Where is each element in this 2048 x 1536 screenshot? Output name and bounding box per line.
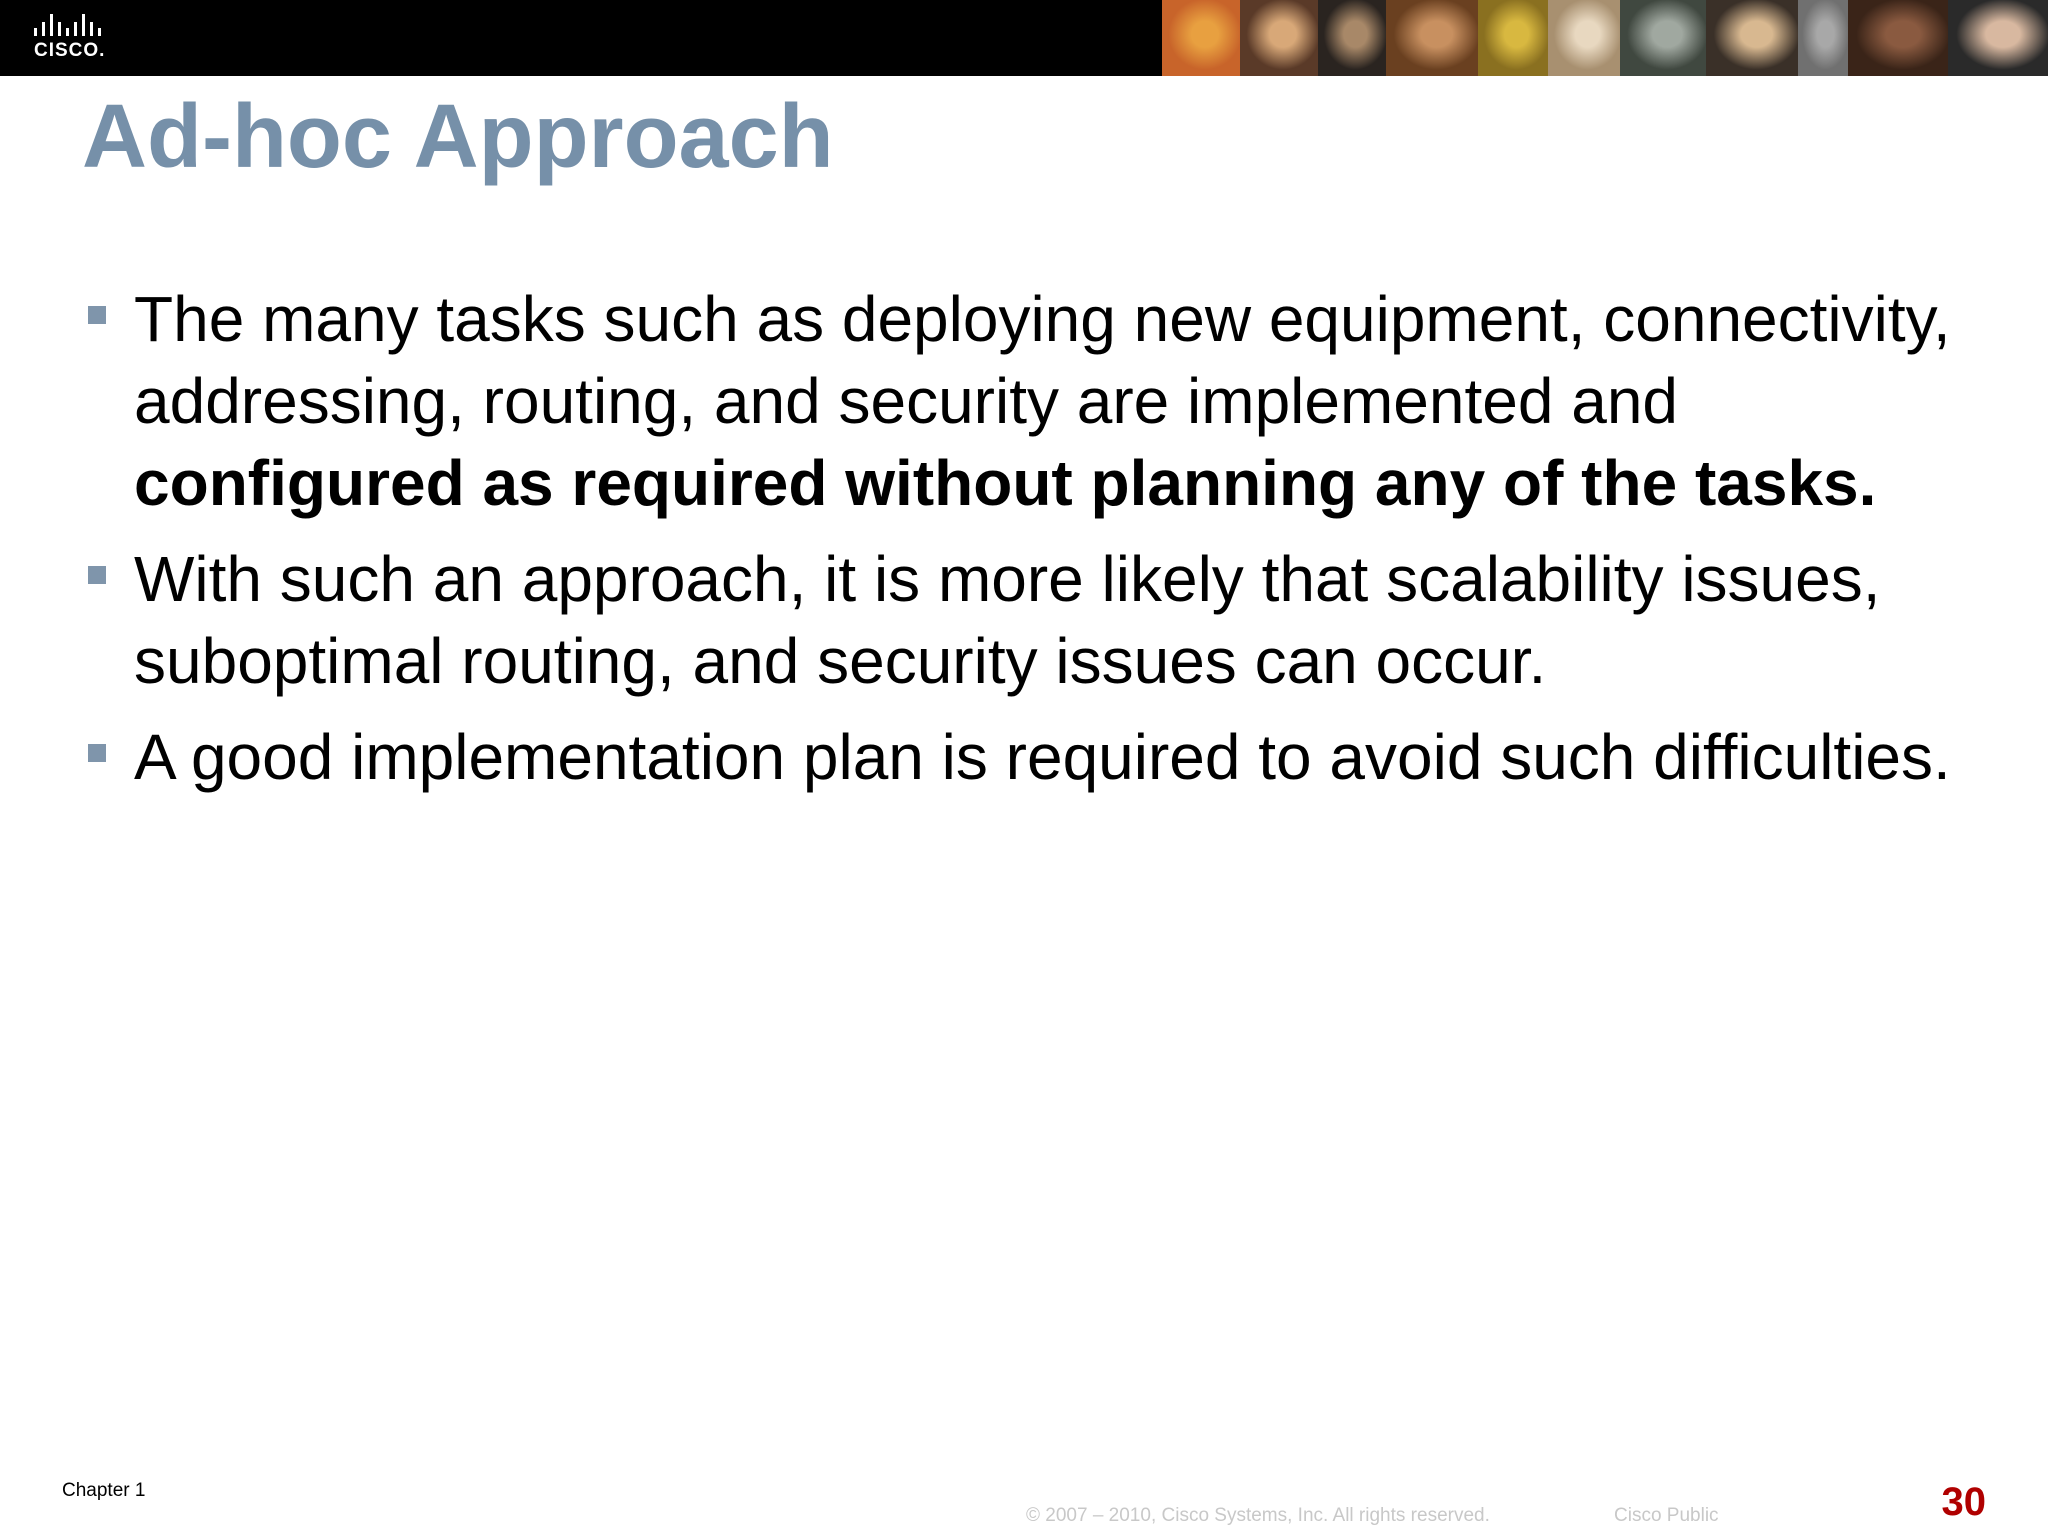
footer-classification: Cisco Public bbox=[1614, 1505, 1719, 1526]
cisco-logo bbox=[34, 14, 124, 64]
photo-woman-portrait bbox=[1240, 0, 1318, 76]
page-number: 30 bbox=[1941, 1480, 1986, 1524]
header-photo-strip bbox=[1162, 0, 2048, 76]
photo-yellow-abstract bbox=[1478, 0, 1548, 76]
photo-man-thinking bbox=[1318, 0, 1386, 76]
photo-abstract-orange bbox=[1162, 0, 1240, 76]
photo-woman-headscarf bbox=[1548, 0, 1620, 76]
photo-man-cap bbox=[1948, 0, 2048, 76]
photo-man-portrait bbox=[1848, 0, 1948, 76]
square-bullet-icon bbox=[88, 566, 106, 584]
bullet-item-1 bbox=[86, 278, 1986, 524]
bullet-3-text: A good implementation plan is required to avoid such difficulties. bbox=[134, 721, 1951, 793]
square-bullet-icon bbox=[88, 744, 106, 762]
bullet-1-bold-text: configured as required without planning any of the tasks. bbox=[134, 447, 1877, 519]
bullet-1-text: The many tasks such as deploying new equipment, connectivity, addressing, routing, and security are implemented and bbox=[134, 283, 1951, 437]
photo-girl-smiling bbox=[1386, 0, 1478, 76]
slide-title: Ad-hoc Approach bbox=[82, 87, 834, 187]
footer-copyright: © 2007 – 2010, Cisco Systems, Inc. All rights reserved. bbox=[1026, 1505, 1490, 1526]
header-bar bbox=[0, 0, 2048, 76]
cisco-logo-text: CISCO. bbox=[34, 40, 106, 61]
bullet-item-2 bbox=[86, 538, 1986, 702]
photo-chalkboard bbox=[1620, 0, 1706, 76]
bullet-2-text: With such an approach, it is more likely that scalability issues, suboptimal routing, and security issues can occur. bbox=[134, 543, 1881, 697]
photo-gray-abstract bbox=[1798, 0, 1848, 76]
footer-chapter-label: Chapter 1 bbox=[62, 1480, 146, 1501]
bullet-list bbox=[86, 278, 1986, 812]
bullet-item-3 bbox=[86, 716, 1986, 798]
cisco-bridge-logo-icon bbox=[34, 14, 118, 40]
square-bullet-icon bbox=[88, 306, 106, 324]
photo-asian-woman bbox=[1706, 0, 1798, 76]
